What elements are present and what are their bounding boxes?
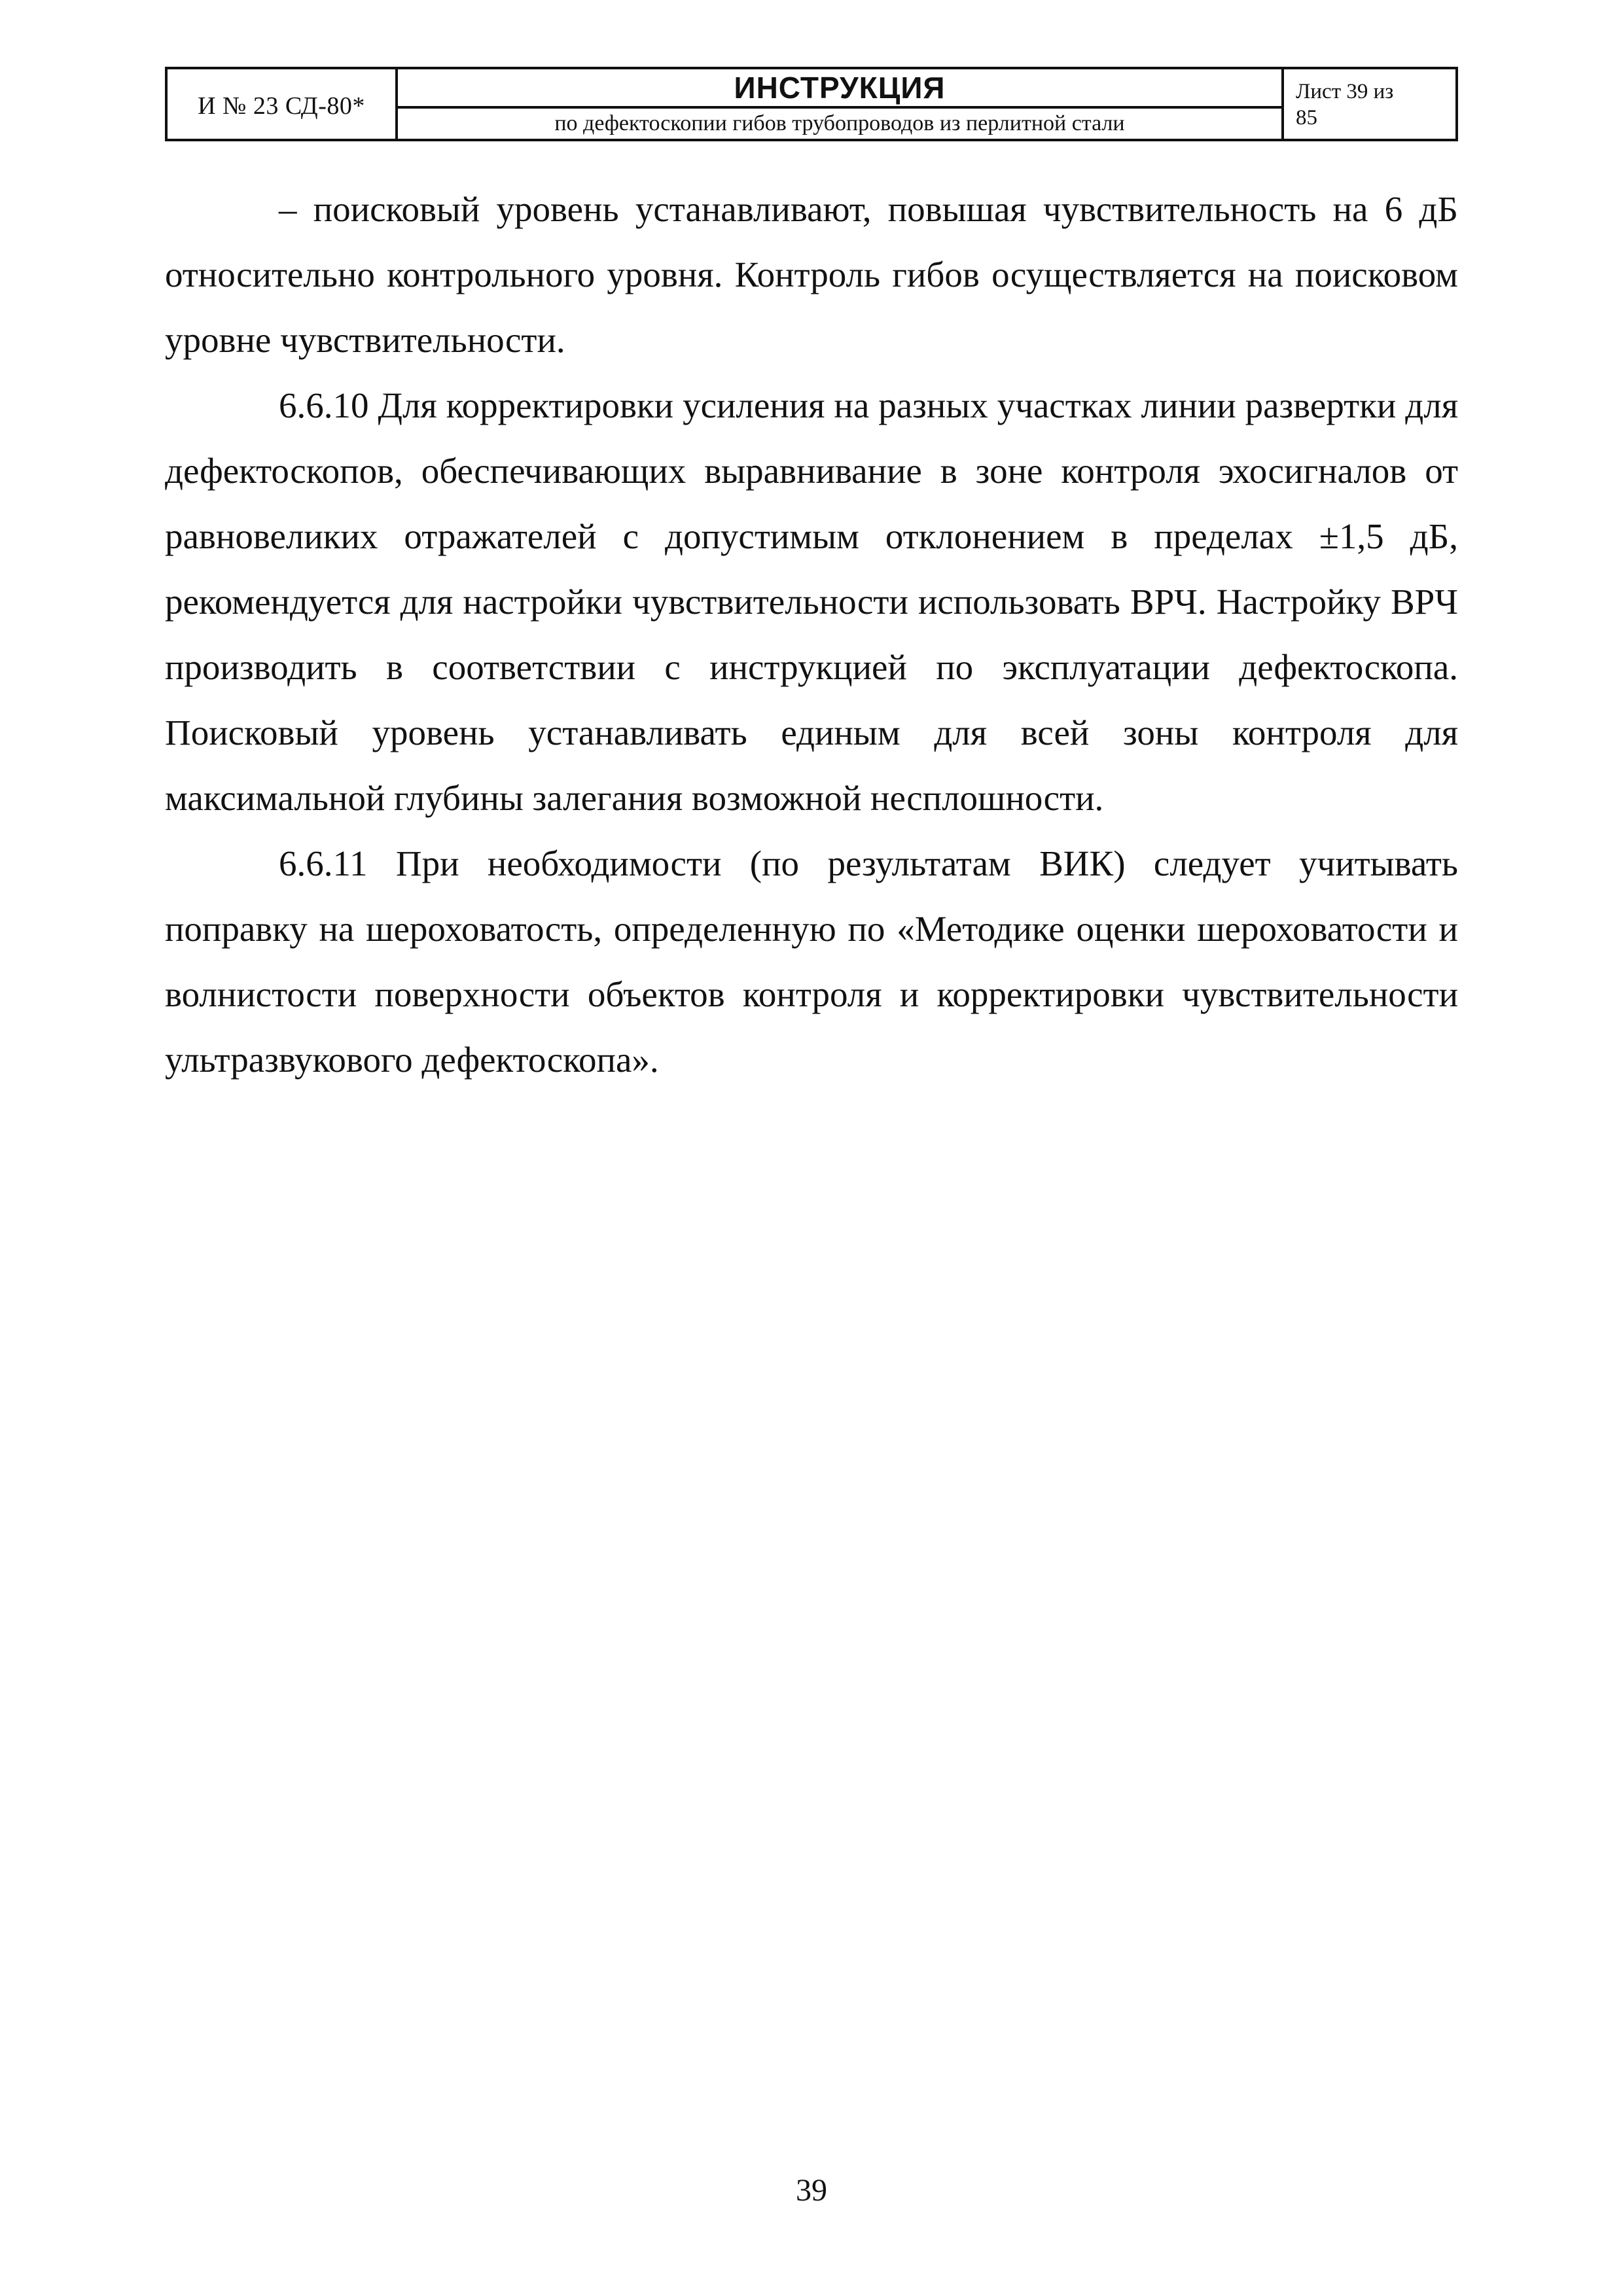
paragraph-6-6-10: 6.6.10 Для корректировки усиления на разных участках линии развертки для дефектоскопов, обеспечивающих выравнивание в зоне контроля эхосигналов от равновеликих отражателей с допустимым отклонением в пределах ±1,5 дБ, рекомендуется для настройки чувствительности использовать ВРЧ. Настройку ВРЧ производить в соответствии с инструкцией по эксплуатации дефектоскопа. Поисковый уровень устанавливать единым для всей зоны контроля для максимальной глубины залегания возможной несплошности. bbox=[165, 385, 1458, 818]
document-code: И № 23 СД-80* bbox=[168, 69, 398, 139]
document-subtitle: по дефектоскопии гибов трубопроводов из перлитной стали bbox=[554, 111, 1125, 135]
header-title-block bbox=[398, 69, 1284, 139]
page-number: 39 bbox=[796, 2173, 827, 2208]
paragraph-search-level: – поисковый уровень устанавливают, повышая чувствительность на 6 дБ относительно контрольного уровня. Контроль гибов осуществляется на поисковом уровне чувствительности. bbox=[165, 189, 1458, 360]
sheet-counter bbox=[1284, 69, 1455, 139]
sheet-counter-line2: 85 bbox=[1296, 106, 1317, 130]
document-body bbox=[165, 177, 1458, 1093]
paragraph-6-6-11: 6.6.11 При необходимости (по результатам ВИК) следует учитывать поправку на шероховатость, определенную по «Методике оценки шероховатости и волнистости поверхности объектов контроля и корректировки чувствительности ультразвукового дефектоскопа». bbox=[165, 843, 1458, 1080]
sheet-counter-line1: Лист 39 из bbox=[1296, 80, 1394, 103]
document-title: ИНСТРУКЦИЯ bbox=[398, 69, 1281, 109]
document-header-table bbox=[165, 67, 1458, 141]
